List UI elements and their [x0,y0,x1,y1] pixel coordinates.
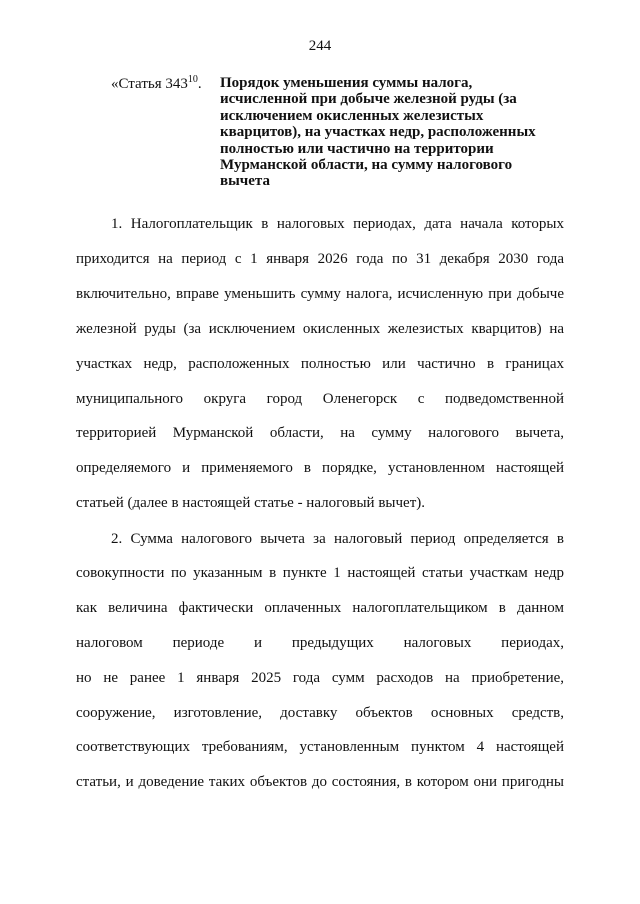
paragraph-line: муниципального округа город Оленегорск с подведомственной [76,391,564,407]
paragraph-line: сооружение, изготовление, доставку объектов основных средств, [76,705,564,721]
article-label-suffix: . [197,76,202,92]
paragraph-line: 1. Налогоплательщик в налоговых периодах, дата начала которых [111,216,564,232]
paragraph-line: статьи, и доведение таких объектов до состояния, в котором они пригодны [76,774,564,790]
paragraph-line: но не ранее 1 января 2025 года сумм расходов на приобретение, [76,670,564,686]
paragraph-line: налоговом периоде и предыдущих налоговых периодах, [76,635,564,651]
paragraph-line: приходится на период с 1 января 2026 года по 31 декабря 2030 года [76,251,564,267]
paragraph-line: 2. Сумма налогового вычета за налоговый период определяется в [111,531,564,547]
paragraph-line: совокупности по указанным в пункте 1 настоящей статьи участкам недр [76,565,564,581]
article-label [111,75,202,93]
paragraph-line: определяемого и применяемого в порядке, установленном настоящей [76,460,564,476]
article-label-superscript: 10 [187,74,198,85]
paragraph-line: включительно, вправе уменьшить сумму налога, исчисленную при добыче [76,286,564,302]
paragraph-line: соответствующих требованиям, установленным пунктом 4 настоящей [76,739,564,755]
paragraph-line: как величина фактически оплаченных налогоплательщиком в данном [76,600,564,616]
article-title: Порядок уменьшения суммы налога, исчисленной при добыче железной руды (за исключением окисленных железистых кварцитов), на участках недр, расположенных полностью или частично на территории Мурманской области, на сумму налогового вычета [220,75,536,190]
article-label-text: «Статья 343 [111,76,188,92]
paragraph-line: территорией Мурманской области, на сумму налогового вычета, [76,425,564,441]
page-number: 244 [308,38,332,54]
paragraph-line: статьей (далее в настоящей статье - налоговый вычет). [76,495,425,511]
paragraph-line: участках недр, расположенных полностью или частично в границах [76,356,564,372]
paragraph-line: железной руды (за исключением окисленных железистых кварцитов) на [76,321,564,337]
